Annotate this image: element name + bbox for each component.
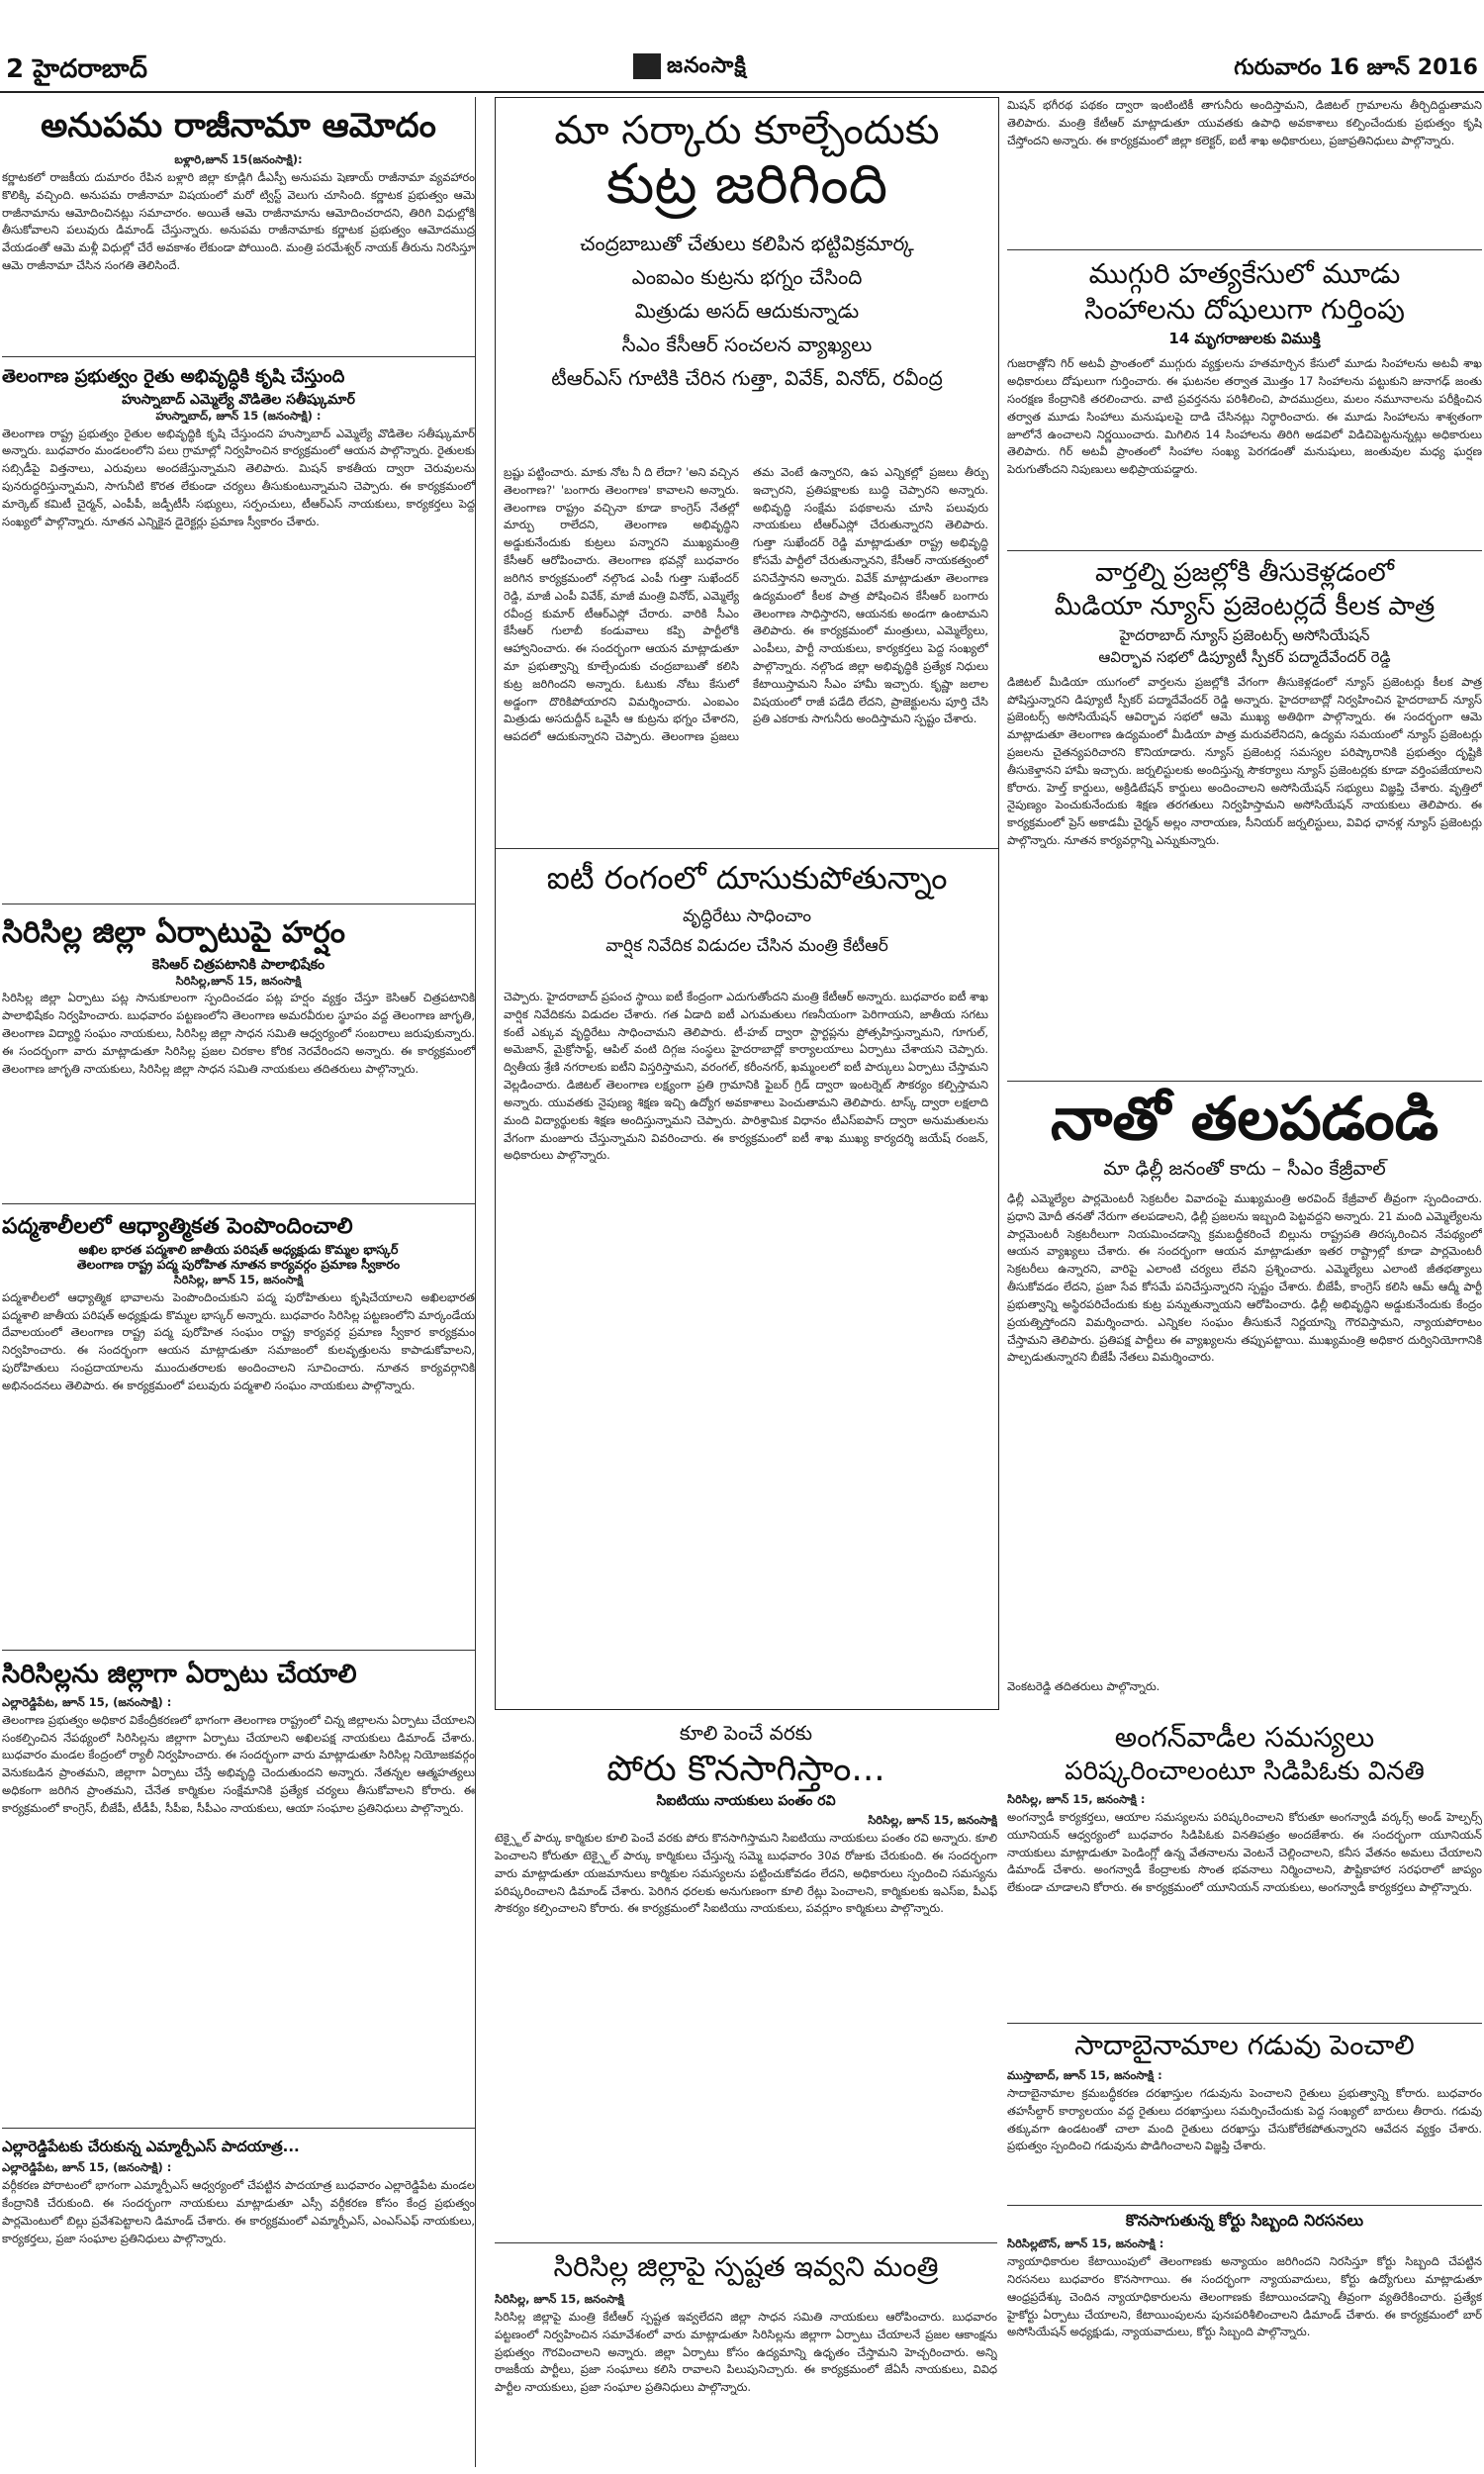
dateline: సిరిసిల్లటౌన్, జూన్ 15, జనంసాక్షి : <box>1007 2236 1164 2251</box>
article-body: సిరిసిల్ల జిల్లా ఏర్పాటు పట్ల సానుకూలంగా స్పందించడం పట్ల హర్షం వ్యక్తం చేస్తూ కెసిఆర్ చిత్రపటానికి పాలాభిషేకం నిర్వహించారు. బుధవారం పట్టణంలోని తెలంగాణ అమరవీరుల స్థూపం వద్ద తెలంగాణ జాగృతి, తెలంగాణ విద్యార్థి సంఘం నాయకులు, సిరిసిల్ల జిల్లా సాధన సమితి ఆధ్వర్యంలో సంబరాలు జరుపుకున్నారు. ఈ సందర్భంగా వారు మాట్లాడుతూ సిరిసిల్ల ప్రజల చిరకాల కోరిక నెరవేరిందని అన్నారు. ఈ కార్యక్రమంలో తెలంగాణ జాగృతి నాయకులు, సిరిసిల్ల జిల్లా సాధన సమితి నాయకులు తదితరులు పాల్గొన్నారు. <box>2 991 475 1076</box>
headline-line2: సింహాలను దోషులుగా గుర్తింపు <box>1084 293 1405 327</box>
headline: కొనసాగుతున్న కోర్టు సిబ్బంది నిరసనలు <box>1125 2211 1364 2230</box>
subheadline: అఖిల భారత పద్మశాలి జాతీయ పరిషత్ అధ్యక్షుడు కొమ్మల భాస్కర్ <box>78 1242 399 1258</box>
article-padmashali <box>2 1210 475 1644</box>
article-court <box>1007 2205 1482 2469</box>
article-media <box>1007 550 1482 1078</box>
article-anupama <box>2 97 475 350</box>
article-body: అంగన్వాడీ కార్యకర్తలు, ఆయాల సమస్యలను పరిష్కరించాలని కోరుతూ అంగన్వాడీ వర్కర్స్ అండ్ హెల్పర్స్ యూనియన్ ఆధ్వర్యంలో బుధవారం సిడిపిఓకు వినతిపత్రం అందజేశారు. ఈ సందర్భంగా యూనియన్ నాయకులు మాట్లాడుతూ పెండింగ్లో ఉన్న వేతనాలను వెంటనే చెల్లించాలని, కనీస వేతనం అమలు చేయాలని డిమాండ్ చేశారు. అంగన్వాడీ కేంద్రాలకు సొంత భవనాలు నిర్మించాలని, పౌష్టికాహార సరఫరాలో జాప్యం లేకుండా చూడాలని కోరారు. ఈ కార్యక్రమంలో యూనియన్ నాయకులు, అంగన్వాడీ కార్యకర్తలు పాల్గొన్నారు. <box>1007 1809 1482 1895</box>
headline-line1: మా సర్కారు కూల్చేందుకు <box>554 108 940 153</box>
dateline: సిరిసిల్ల, జూన్ 15, జనంసాక్షి <box>173 1273 304 1287</box>
headline: అనుపమ రాజీనామా ఆమోదం <box>41 106 436 145</box>
it-story-head <box>496 860 998 960</box>
headline: సాదాబైనామాల గడువు పెంచాలి <box>1074 2029 1415 2061</box>
article-labor <box>495 1722 997 2236</box>
dateline: ఎల్లారెడ్డిపేట, జూన్ 15, (జనంసాక్షి) : <box>2 2160 172 2175</box>
right-column-top <box>1007 97 1482 245</box>
deck-3: మిత్రుడు అసద్ ఆదుకున్నాడు <box>634 299 860 324</box>
headline-line1: వార్తల్ని ప్రజల్లోకి తీసుకెళ్లడంలో <box>1095 558 1394 588</box>
masthead-logo <box>633 51 831 83</box>
dateline: సిరిసిల్ల, జూన్ 15, జనంసాక్షి <box>495 2292 624 2307</box>
headline: ఎల్లారెడ్డిపేటకు చేరుకున్న ఎమ్మార్పీఎస్ పాదయాత్ర... <box>2 2138 300 2155</box>
deck-5: టీఆర్ఎస్ గూటికి చేరిన గుత్తా, వివేక్, వినోద్, రవీంద్ర <box>551 366 943 391</box>
headline: నాతో తలపడండి <box>1051 1085 1438 1154</box>
article-body: సిరిసిల్ల జిల్లాపై మంత్రి కేటీఆర్ స్పష్టత ఇవ్వలేదని జిల్లా సాధన సమితి నాయకులు ఆరోపించారు. బుధవారం పట్టణంలో నిర్వహించిన సమావేశంలో వారు మాట్లాడుతూ సిరిసిల్లను జిల్లాగా ఏర్పాటు చేయాలనే ప్రజల ఆకాంక్షను ప్రభుత్వం గౌరవించాలని అన్నారు. జిల్లా ఏర్పాటు కోసం ఉద్యమాన్ని ఉధృతం చేస్తామని హెచ్చరించారు. అన్ని రాజకీయ పార్టీలు, ప్రజా సంఘాలు కలిసి రావాలని పిలుపునిచ్చారు. ఈ కార్యక్రమంలో జేఏసీ నాయకులు, వివిధ పార్టీల నాయకులు, ప్రజా సంఘాల ప్రతినిధులు పాల్గొన్నారు. <box>495 2310 997 2395</box>
deck-2: ఎంఐఎం కుట్రను భగ్నం చేసింది <box>631 265 863 290</box>
dateline: బళ్లారి,జూన్ 15(జనంసాక్షి): <box>174 152 303 167</box>
divider <box>2 1650 475 1651</box>
subheadline: హుస్నాబాద్ ఎమ్మెల్యే వొడితెల సతీష్కుమార్ <box>122 391 355 408</box>
headline: ఐటీ రంగంలో దూసుకుపోతున్నాం <box>546 859 948 897</box>
article-lions <box>1007 249 1482 547</box>
article-body: తెలంగాణ రాష్ట్ర ప్రభుత్వం రైతుల అభివృద్ధికి కృషి చేస్తుందని హుస్నాబాద్ ఎమ్మెల్యే వొడితెల సతీష్కుమార్ అన్నారు. బుధవారం మండలంలోని పలు గ్రామాల్లో నిర్వహించిన కార్యక్రమంలో ఆయన పాల్గొన్నారు. రైతులకు సబ్సిడీపై విత్తనాలు, ఎరువులు అందజేస్తున్నామని తెలిపారు. మిషన్ కాకతీయ ద్వారా చెరువులను పునరుద్ధరిస్తున్నామని, సాగునీటి కొరత లేకుండా చర్యలు తీసుకుంటున్నామని చెప్పారు. ఈ కార్యక్రమంలో మార్కెట్ కమిటీ చైర్మన్, ఎంపీపీ, జడ్పీటీసీ సభ్యులు, సర్పంచులు, టీఆర్ఎస్ నాయకులు, కార్యకర్తలు పెద్ద సంఖ్యలో పాల్గొన్నారు. నూతన ఎన్నికైన డైరెక్టర్లు ప్రమాణ స్వీకారం చేశారు. <box>2 426 475 528</box>
lead-story-body: బ్రష్టు పట్టించారు. మాకు నోట నీ ది లేదా? 'అని వచ్చిన తెలంగాణ?' 'బంగారు తెలంగాణ' కావాలని అన్నారు. తెలంగాణ రాష్ట్రం వచ్చినా కూడా కాంగ్రెస్ నేతల్లో మార్పు రాలేదని, తెలంగాణ అభివృద్ధిని అడ్డుకునేందుకు కుట్రలు పన్నారని ముఖ్యమంత్రి కేసీఆర్ ఆరోపించారు. తెలంగాణ భవన్లో బుధవారం జరిగిన కార్యక్రమంలో నల్గొండ ఎంపీ గుత్తా సుఖేందర్ రెడ్డి, మాజీ ఎంపీ వివేక్, మాజీ మంత్రి వినోద్, ఎమ్మెల్యే రవీంద్ర కుమార్ టీఆర్ఎస్లో చేరారు. వారికి సీఎం కేసీఆర్ గులాబీ కండువాలు కప్పి పార్టీలోకి ఆహ్వానించారు. ఈ సందర్భంగా ఆయన మాట్లాడుతూ మా ప్రభుత్వాన్ని కూల్చేందుకు చంద్రబాబుతో కలిసి కుట్ర జరిగిందని అన్నారు. ఓటుకు నోటు కేసులో అడ్డంగా దొరికిపోయారని విమర్శించారు. ఎంఐఎం మిత్రుడు అసదుద్దీన్ ఒవైసీ ఆ కుట్రను భగ్నం చేశారని, ఆపదలో ఆదుకున్నారని చెప్పారు. తెలంగాణ ప్రజలు తమ వెంటే ఉన్నారని, ఉప ఎన్నికల్లో ప్రజలు తీర్పు ఇచ్చారని, ప్రతిపక్షాలకు బుద్ధి చెప్పారని అన్నారు. అభివృద్ధి సంక్షేమ పథకాలను చూసి పలువురు నాయకులు టీఆర్ఎస్లో చేరుతున్నారని తెలిపారు. గుత్తా సుఖేందర్ రెడ్డి మాట్లాడుతూ రాష్ట్ర అభివృద్ధి కోసమే పార్టీలో చేరుతున్నానని, కేసీఆర్ నాయకత్వంలో పనిచేస్తానని అన్నారు. వివేక్ మాట్లాడుతూ తెలంగాణ ఉద్యమంలో కీలక పాత్ర పోషించిన కేసీఆర్ బంగారు తెలంగాణ సాధిస్తారని, ఆయనకు అండగా ఉంటామని తెలిపారు. ఈ కార్యక్రమంలో మంత్రులు, ఎమ్మెల్యేలు, ఎంపీలు, పార్టీ నాయకులు, కార్యకర్తలు పెద్ద సంఖ్యలో పాల్గొన్నారు. నల్గొండ జిల్లా అభివృద్ధికి ప్రత్యేక నిధులు కేటాయిస్తామని సీఎం హామీ ఇచ్చారు. కృష్ణా జలాల విషయంలో రాజీ పడేది లేదని, ప్రాజెక్టులను పూర్తి చేసి ప్రతి ఎకరాకు సాగునీరు అందిస్తామని స్పష్టం చేశారు. <box>504 465 988 744</box>
headline: సిరిసిల్లను జిల్లాగా ఏర్పాటు చేయాలి <box>2 1660 357 1689</box>
dateline: సిరిసిల్ల, జూన్ 15, జనంసాక్షి : <box>1007 1792 1146 1807</box>
deck-2: ఆవిర్భావ సభలో డిప్యూటీ స్పీకర్ పద్మాదేవేందర్ రెడ్డి <box>1098 647 1391 666</box>
headline-line2: మీడియా న్యూస్ ప్రజెంటర్లదే కీలక పాత్ర <box>1054 591 1436 621</box>
subheadline-2: తెలంగాణ రాష్ట్ర పద్మ పురోహిత నూతన కార్యవర్గం ప్రమాణ స్వీకారం <box>76 1256 401 1272</box>
page-header <box>0 0 1484 93</box>
article-kejriwal <box>1007 1081 1482 1675</box>
deck-1: వృద్ధిరేటు సాధించాం <box>683 905 811 926</box>
article-farmers <box>2 363 475 898</box>
article-body: తెలంగాణ ప్రభుత్వం అధికార వికేంద్రీకరణలో భాగంగా తెలంగాణ రాష్ట్రంలో చిన్న జిల్లాలను ఏర్పాటు చేయాలని సంకల్పించిన నేపథ్యంలో సిరిసిల్లను జిల్లాగా ఏర్పాటు చేయాలని అఖిలపక్ష నాయకులు డిమాండ్ చేశారు. బుధవారం మండల కేంద్రంలో ర్యాలీ నిర్వహించారు. ఈ సందర్భంగా వారు మాట్లాడుతూ సిరిసిల్ల నియోజకవర్గం వెనుకబడిన ప్రాంతమని, జిల్లాగా ఏర్పాటు చేస్తే అభివృద్ధి చెందుతుందని అన్నారు. నేతన్నల ఆత్మహత్యలు అధికంగా జరిగిన ప్రాంతమని, చేనేత కార్మికుల సంక్షేమానికి ప్రత్యేక చర్యలు తీసుకోవాలని కోరారు. ఈ కార్యక్రమంలో కాంగ్రెస్, బీజేపీ, టీడీపీ, సీపీఐ, సీపీఎం నాయకులు, ఆయా సంఘాల ప్రతినిధులు పాల్గొన్నారు. <box>2 1712 475 1815</box>
article-body: సాదాబైనామాల క్రమబద్ధీకరణ దరఖాస్తుల గడువును పెంచాలని రైతులు ప్రభుత్వాన్ని కోరారు. బుధవారం తహసీల్దార్ కార్యాలయం వద్ద రైతులు దరఖాస్తులు సమర్పించేందుకు పెద్ద సంఖ్యలో బారులు తీరారు. గడువు తక్కువగా ఉండటంతో చాలా మంది రైతులు దరఖాస్తు చేసుకోలేకపోతున్నారని ఆవేదన వ్యక్తం చేశారు. ప్రభుత్వం స్పందించి గడువును పొడిగించాలని విజ్ఞప్తి చేశారు. <box>1007 2086 1482 2153</box>
deck-1: చంద్రబాబుతో చేతులు కలిపిన భట్టివిక్రమార్క <box>580 232 914 256</box>
deck-4: సీఎం కేసీఆర్ సంచలన వ్యాఖ్యలు <box>621 333 873 357</box>
issue-date: గురువారం 16 జూన్ 2016 <box>1234 55 1478 80</box>
article-body: వర్గీకరణ పోరాటంలో భాగంగా ఎమ్మార్పీఎస్ ఆధ్వర్యంలో చేపట్టిన పాదయాత్ర బుధవారం ఎల్లారెడ్డిపేట మండల కేంద్రానికి చేరుకుంది. ఈ సందర్భంగా నాయకులు మాట్లాడుతూ ఎస్సీ వర్గీకరణ కోసం కేంద్ర ప్రభుత్వం పార్లమెంటులో బిల్లు ప్రవేశపెట్టాలని డిమాండ్ చేశారు. ఈ కార్యక్రమంలో ఎమ్మార్పీఎస్, ఎంఎస్ఎఫ్ నాయకులు, కార్యకర్తలు, ప్రజా సంఘాల ప్రతినిధులు పాల్గొన్నారు. <box>2 2178 475 2245</box>
article-sircilla-minister <box>495 2242 997 2469</box>
dateline: సిరిసిల్ల,జూన్ 15, జనంసాక్షి <box>175 973 302 988</box>
article-sircilla-joy <box>2 910 475 1197</box>
lead-story <box>496 98 998 395</box>
article-sadabainama <box>1007 2023 1482 2202</box>
headline-line1: కూలి పెంచే వరకు <box>679 1722 813 1745</box>
headline-line2: కుట్ర జరిగింది <box>605 152 888 217</box>
article-body: వెంకటరెడ్డి తదితరులు పాల్గొన్నారు. <box>1007 1679 1160 1693</box>
deck: మా ఢిల్లీ జనంతో కాదు – సీఎం కేజ్రీవాల్ <box>1103 1158 1386 1180</box>
page-number-city: 2 హైదరాబాద్ <box>6 54 147 84</box>
dateline: ముస్తాబాద్, జూన్ 15, జనంసాక్షి : <box>1007 2068 1162 2083</box>
logo-mark-icon <box>633 53 661 79</box>
article-body: కర్ణాటకలో రాజకీయ దుమారం రేపిన బళ్లారి జిల్లా కూడ్లిగి డీఎస్పీ అనుపమ షెణాయ్ రాజీనామా వ్యవహారం కొలిక్కి వచ్చింది. అనుపమ రాజీనామా విషయంలో మరో ట్విస్ట్ వెలుగు చూసింది. కర్ణాటక ప్రభుత్వం ఆమె రాజీనామాను ఆమోదించినట్లు సమాచారం. అయితే ఆమె రాజీనామాను ఆమోదించరాదని, తిరిగి విధుల్లోకి తీసుకోవాలని పలువురు డిమాండ్ చేస్తున్నారు. అనుపమ రాజీనామాకు కర్ణాటక ప్రభుత్వం ఆమోదముద్ర వేయడంతో ఆమె మళ్లీ విధుల్లో చేరే అవకాశం లేకుండా పోయింది. మంత్రి పరమేశ్వర్ నాయక్ తీరును నిరసిస్తూ ఆమె రాజీనామా చేసిన సంగతి తెలిసిందే. <box>2 169 475 272</box>
dateline: సిరిసిల్ల, జూన్ 15, జనంసాక్షి <box>868 1813 997 1828</box>
headline: తెలంగాణ ప్రభుత్వం రైతు అభివృద్ధికి కృషి చేస్తుంది <box>2 366 345 387</box>
divider <box>2 356 475 357</box>
deck-2: వార్షిక నివేదిక విడుదల చేసిన మంత్రి కేటీఆర్ <box>605 935 888 956</box>
article-anganwadi <box>1007 1722 1482 2019</box>
article-body: న్యాయాధికారుల కేటాయింపులో తెలంగాణకు అన్యాయం జరిగిందని నిరసిస్తూ కోర్టు సిబ్బంది చేపట్టిన నిరసనలు బుధవారం కొనసాగాయి. ఈ సందర్భంగా న్యాయవాదులు, కోర్టు ఉద్యోగులు మాట్లాడుతూ ఆంధ్రప్రదేశ్కు చెందిన న్యాయాధికారులను తెలంగాణకు కేటాయించడాన్ని తీవ్రంగా వ్యతిరేకించారు. ప్రత్యేక హైకోర్టు ఏర్పాటు చేయాలని, కేటాయింపులను పునఃపరిశీలించాలని డిమాండ్ చేశారు. ఈ కార్యక్రమంలో బార్ అసోసియేషన్ అధ్యక్షుడు, న్యాయవాదులు, కోర్టు సిబ్బంది పాల్గొన్నారు. <box>1007 2254 1482 2339</box>
deck-1: హైదరాబాద్ న్యూస్ ప్రజెంటర్స్ అసోసియేషన్ <box>1119 625 1370 644</box>
article-body: ఢిల్లీ ఎమ్మెల్యేల పార్లమెంటరీ సెక్రటరీల వివాదంపై ముఖ్యమంత్రి అరవింద్ కేజ్రీవాల్ తీవ్రంగా స్పందించారు. ప్రధాని మోదీ తనతో నేరుగా తలపడాలని, ఢిల్లీ ప్రజలను ఇబ్బంది పెట్టవద్దని అన్నారు. 21 మంది ఎమ్మెల్యేలను పార్లమెంటరీ సెక్రటరీలుగా నియమించడాన్ని క్రమబద్ధీకరించే బిల్లును రాష్ట్రపతి తిరస్కరించిన నేపథ్యంలో ఆయన వ్యాఖ్యలు చేశారు. ఈ సందర్భంగా ఆయన మాట్లాడుతూ ఇతర రాష్ట్రాల్లో కూడా పార్లమెంటరీ సెక్రటరీలు ఉన్నారని, వారిపై ఎలాంటి చర్యలు లేవని ప్రశ్నించారు. ఎమ్మెల్యేలు ఎలాంటి జీతభత్యాలు తీసుకోవడం లేదని, ప్రజా సేవ కోసమే పనిచేస్తున్నారని స్పష్టం చేశారు. బీజేపీ, కాంగ్రెస్ కలిసి ఆమ్ ఆద్మీ పార్టీ ప్రభుత్వాన్ని అస్థిరపరిచేందుకు కుట్ర పన్నుతున్నాయని ఆరోపించారు. ఢిల్లీ అభివృద్ధిని అడ్డుకునేందుకు కేంద్రం ప్రయత్నిస్తోందని విమర్శించారు. ఎన్నికల సంఘం తీసుకునే నిర్ణయాన్ని గౌరవిస్తామని, న్యాయపోరాటం చేస్తామని తెలిపారు. ప్రతిపక్ష పార్టీలు ఈ వ్యాఖ్యలను తప్పుపట్టాయి. ముఖ్యమంత్రి అధికార దుర్వినియోగానికి పాల్పడుతున్నారని బీజేపీ నేతలు విమర్శించారు. <box>1007 1191 1482 1365</box>
article-mrps <box>2 2135 475 2461</box>
paper-name: జనంసాక్షి <box>667 53 747 78</box>
headline: పద్మశాలీలలో ఆధ్యాత్మికత పెంపొందించాలి <box>2 1214 353 1239</box>
article-continuation: మిషన్ భగీరథ పథకం ద్వారా ఇంటింటికీ తాగునీరు అందిస్తామని, డిజిటల్ గ్రామాలను తీర్చిదిద్దుతామని తెలిపారు. మంత్రి కేటీఆర్ మాట్లాడుతూ యువతకు ఉపాధి అవకాశాలు కల్పించేందుకు ప్రభుత్వం కృషి చేస్తోందని అన్నారు. ఈ కార్యక్రమంలో జిల్లా కలెక్టర్, ఐటీ శాఖ అధికారులు, ప్రజాప్రతినిధులు పాల్గొన్నారు. <box>1007 98 1482 147</box>
dateline: హుస్నాబాద్, జూన్ 15 (జనంసాక్షి) : <box>155 408 322 423</box>
article-tail <box>1007 1678 1482 1708</box>
headline-line1: అంగన్‌వాడీల సమస్యలు <box>1114 1722 1375 1754</box>
article-body: గుజరాత్లోని గిర్ అటవీ ప్రాంతంలో ముగ్గురు వ్యక్తులను హతమార్చిన కేసులో మూడు సింహాలను అటవీ శాఖ అధికారులు దోషులుగా గుర్తించారు. ఈ ఘటనల తర్వాత మొత్తం 17 సింహాలను పట్టుకుని జునాగఢ్ జంతు సంరక్షణ కేంద్రానికి తరలించారు. వాటి ప్రవర్తనను పరిశీలించి, పాదముద్రలు, మలం నమూనాలను పరీక్షించిన తర్వాత మూడు సింహాలు మనుషులపై దాడి చేసినట్లు నిర్ధారించారు. ఈ మూడు సింహాలను శాశ్వతంగా జూలోనే ఉంచాలని నిర్ణయించారు. మిగిలిన 14 సింహాలను తిరిగి అడవిలో విడిచిపెట్టనున్నట్లు అధికారులు తెలిపారు. గిర్ అటవీ ప్రాంతంలో సింహాల సంఖ్య పెరగడంతో మనుషులు, జంతువుల మధ్య ఘర్షణ పెరుగుతోందని నిపుణులు అభిప్రాయపడ్డారు. <box>1007 356 1482 477</box>
headline-line2: పరిష్కరించాలంటూ సిడిపిఓకు వినతి <box>1065 1757 1425 1787</box>
dateline: ఎల్లారెడ్డిపేట, జూన్ 15, (జనంసాక్షి) : <box>2 1694 172 1709</box>
article-body: డిజిటల్ మీడియా యుగంలో వార్తలను ప్రజల్లోకి వేగంగా తీసుకెళ్లడంలో న్యూస్ ప్రజెంటర్లు కీలక పాత్ర పోషిస్తున్నారని డిప్యూటీ స్పీకర్ పద్మాదేవేందర్ రెడ్డి అన్నారు. హైదరాబాద్లో నిర్వహించిన హైదరాబాద్ న్యూస్ ప్రజెంటర్స్ అసోసియేషన్ ఆవిర్భావ సభలో ఆమె ముఖ్య అతిథిగా పాల్గొన్నారు. ఈ సందర్భంగా ఆమె మాట్లాడుతూ తెలంగాణ ఉద్యమంలో మీడియా పాత్ర మరువలేనిదని, ఉద్యమ సమయంలో న్యూస్ ప్రజెంటర్లు ప్రజలను చైతన్యపరిచారని కొనియాడారు. న్యూస్ ప్రజెంటర్ల సమస్యల పరిష్కారానికి ప్రభుత్వం దృష్టికి తీసుకెళ్తానని హామీ ఇచ్చారు. జర్నలిస్టులకు అందిస్తున్న సౌకర్యాలు న్యూస్ ప్రజెంటర్లకు కూడా వర్తింపజేయాలని కోరారు. హెల్త్ కార్డులు, అక్రిడిటేషన్ కార్డులు అందించాలని అసోసియేషన్ సభ్యులు విజ్ఞప్తి చేశారు. వృత్తిలో నైపుణ్యం పెంచుకునేందుకు శిక్షణ తరగతులు నిర్వహిస్తామని అసోసియేషన్ నాయకులు తెలిపారు. ఈ కార్యక్రమంలో ప్రెస్ అకాడమీ చైర్మన్ అల్లం నారాయణ, సీనియర్ జర్నలిస్టులు, వివిధ ఛానళ్ల న్యూస్ ప్రజెంటర్లు పాల్గొన్నారు. నూతన కార్యవర్గాన్ని ఎన్నుకున్నారు. <box>1007 674 1482 848</box>
headline: సిరిసిల్ల జిల్లా ఏర్పాటుపై హర్షం <box>2 915 345 950</box>
deck: 14 మృగరాజులకు విముక్తి <box>1168 330 1321 348</box>
headline-line1: ముగ్గురి హత్యకేసులో మూడు <box>1088 257 1401 290</box>
article-body: టెక్స్టైల్ పార్కు కార్మికుల కూలి పెంచే వరకు పోరు కొనసాగిస్తామని సిఐటియు నాయకులు పంతం రవి అన్నారు. కూలి పెంచాలని కోరుతూ టెక్స్టైల్ పార్కు కార్మికులు చేస్తున్న సమ్మె బుధవారం 30వ రోజుకు చేరుకుంది. ఈ సందర్భంగా వారు మాట్లాడుతూ యజమానులు కార్మికుల సమస్యలను పట్టించుకోవడం లేదని, అధికారులు స్పందించి సమస్యను పరిష్కరించాలని డిమాండ్ చేశారు. పెరిగిన ధరలకు అనుగుణంగా కూలి రేట్లు పెంచాలని, కార్మికులకు ఇఎస్ఐ, పీఎఫ్ సౌకర్యం కల్పించాలని కోరారు. ఈ కార్యక్రమంలో సిఐటియు నాయకులు, పవర్లూం కార్మికులు పాల్గొన్నారు. <box>495 1831 997 1916</box>
divider <box>2 2128 475 2129</box>
article-sircilla-district <box>2 1657 475 2122</box>
article-body: పద్మశాలీలలో ఆధ్యాత్మిక భావాలను పెంపొందించుకుని పద్మ పురోహితులు కృషిచేయాలని అఖిలభారత పద్మశాలి జాతీయ పరిషత్ అధ్యక్షుడు కొమ్మల భాస్కర్ అన్నారు. బుధవారం సిరిసిల్ల పట్టణంలోని మార్కండేయ దేవాలయంలో తెలంగాణ రాష్ట్ర పద్మ పురోహిత సంఘం రాష్ట్ర కార్యవర్గ ప్రమాణ స్వీకార కార్యక్రమం నిర్వహించారు. ఈ సందర్భంగా ఆయన మాట్లాడుతూ సమాజంలో కులవృత్తులను కాపాడుకోవాలని, పురోహితులు సంప్రదాయాలను ముందుతరాలకు అందించాలని సూచించారు. నూతన కార్యవర్గానికి అభినందనలు తెలిపారు. ఈ కార్యక్రమంలో పలువురు పద్మశాలి సంఘం నాయకులు పాల్గొన్నారు. <box>2 1289 475 1392</box>
headline-line2: పోరు కొనసాగిస్తాం... <box>606 1749 885 1789</box>
it-story-body: చెప్పారు. హైదరాబాద్ ప్రపంచ స్థాయి ఐటీ కేంద్రంగా ఎదుగుతోందని మంత్రి కేటీఆర్ అన్నారు. బుధవారం ఐటీ శాఖ వార్షిక నివేదికను విడుదల చేశారు. గత ఏడాది ఐటీ ఎగుమతులు గణనీయంగా పెరిగాయని, జాతీయ సగటు కంటే ఎక్కువ వృద్ధిరేటు సాధించామని తెలిపారు. టీ-హబ్ ద్వారా స్టార్టప్లను ప్రోత్సహిస్తున్నామని, గూగుల్, అమెజాన్, మైక్రోసాఫ్ట్, ఆపిల్ వంటి దిగ్గజ సంస్థలు హైదరాబాద్లో కార్యాలయాలు ఏర్పాటు చేశాయని చెప్పారు. ద్వితీయ శ్రేణి నగరాలకు ఐటీని విస్తరిస్తామని, వరంగల్, కరీంనగర్, ఖమ్మంలలో ఐటీ పార్కులు ఏర్పాటు చేస్తామని వెల్లడించారు. డిజిటల్ తెలంగాణ లక్ష్యంగా ప్రతి గ్రామానికి ఫైబర్ గ్రిడ్ ద్వారా ఇంటర్నెట్ సౌకర్యం కల్పిస్తామని అన్నారు. యువతకు నైపుణ్య శిక్షణ ఇచ్చి ఉద్యోగ అవకాశాలు పెంచుతామని తెలిపారు. టాస్క్ ద్వారా లక్షలాది మంది విద్యార్థులకు శిక్షణ అందిస్తున్నామని చెప్పారు. పారిశ్రామిక విధానం టీఎస్ఐపాస్ ద్వారా అనుమతులను వేగంగా మంజూరు చేస్తున్నామని వివరించారు. ఈ కార్యక్రమంలో ఐటీ శాఖ ముఖ్య కార్యదర్శి జయేష్ రంజన్, అధికారులు పాల్గొన్నారు. <box>504 990 988 1163</box>
subheadline: కెసిఆర్ చిత్రపటానికి పాలాభిషేకం <box>151 956 325 973</box>
subheadline: సిఐటియు నాయకులు పంతం రవి <box>656 1793 836 1810</box>
left-column <box>2 97 476 2467</box>
divider <box>2 1203 475 1204</box>
lead-story-box <box>495 97 999 1710</box>
divider <box>496 848 998 849</box>
headline: సిరిసిల్ల జిల్లాపై స్పష్టత ఇవ్వని మంత్రి <box>553 2250 939 2283</box>
